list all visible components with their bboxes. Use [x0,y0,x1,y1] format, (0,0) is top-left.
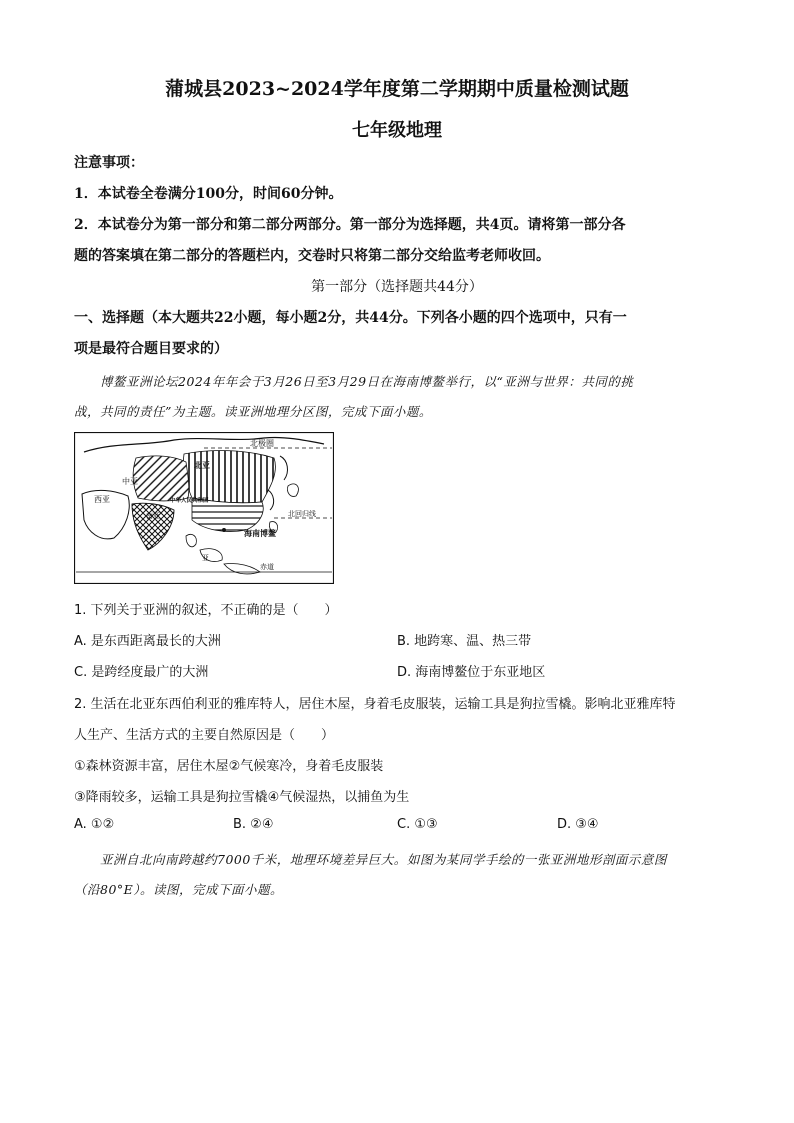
section-heading-line1: 一、选择题（本大题共22小题，每小题2分，共44分。下列各小题的四个选项中，只有一 [74,310,627,326]
map-label-south-asia: 南亚 [146,512,160,520]
q1-option-a[interactable]: A. 是东西距离最长的大洲 [74,634,221,649]
q2-stem-line1: 2. 生活在北亚东西伯利亚的雅库特人，居住木屋，身着毛皮服装，运输工具是狗拉雪橇。影响北亚雅库特 [74,697,676,712]
page-subtitle: 七年级地理 [352,120,442,141]
q1-option-c[interactable]: C. 是跨经度最广的大洲 [74,665,209,680]
notice-heading: 注意事项： [74,155,144,171]
q1-option-b[interactable]: B. 地跨寒、温、热三带 [397,634,532,649]
q2-statements-line1: ①森林资源丰富，居住木屋②气候寒冷，身着毛皮服装 [74,759,384,774]
map-label-central-asia: 中亚 [122,477,138,486]
map-label-tropic: 北回归线 [288,510,316,518]
passage1-line1: 博鳌亚洲论坛2024年年会于3月26日至3月29日在海南博鳌举行，以“亚洲与世界：共同的挑 [100,374,634,389]
central-asia-region [133,456,189,501]
q2-option-c[interactable]: C. ①③ [397,817,438,832]
map-label-arctic-circle: 北极圈 [250,439,274,448]
map-label-china: 中华人民共和国 [170,498,209,504]
notice-item-2-line1: 2．本试卷分为第一部分和第二部分两部分。第一部分为选择题，共4页。请将第一部分各 [74,217,626,233]
q2-option-b[interactable]: B. ②④ [233,817,274,832]
passage2-line1: 亚洲自北向南跨越约7000千米，地理环境差异巨大。如图为某同学手绘的一张亚洲地形剖面示意图 [100,852,667,867]
map-label-north-asia: 北亚 [194,461,210,470]
part1-heading: 第一部分（选择题共44分） [311,279,483,295]
asia-region-map [74,432,334,584]
q2-option-a[interactable]: A. ①② [74,817,115,832]
map-label-boao: 海南博鳌 [244,529,276,538]
q1-stem: 1. 下列关于亚洲的叙述，不正确的是（ ） [74,603,338,618]
map-label-equator: 赤道 [260,563,274,571]
q2-stem-line2: 人生产、生活方式的主要自然原因是（ ） [74,728,335,743]
north-asia-region [183,451,275,503]
section-heading-line2: 项是最符合题目要求的） [74,341,228,357]
map-label-west-asia: 西亚 [94,495,110,504]
q2-statements-line2: ③降雨较多，运输工具是狗拉雪橇④气候湿热，以捕鱼为生 [74,790,410,805]
q2-option-d[interactable]: D. ③④ [557,817,599,832]
notice-item-2-line2: 题的答案填在第二部分的答题栏内，交卷时只将第二部分交给监考老师收回。 [74,248,550,264]
page-title: 蒲城县2023~2024学年度第二学期期中质量检测试题 [165,78,629,100]
q1-option-d[interactable]: D. 海南博鳌位于东亚地区 [397,665,546,680]
map-label-southeast-asia: 亚 [202,554,209,562]
boao-marker [222,528,226,532]
passage2-line2: （沿80°E）。读图，完成下面小题。 [74,882,284,897]
passage1-line2: 战，共同的责任”为主题。读亚洲地理分区图，完成下面小题。 [74,404,432,419]
notice-item-1: 1．本试卷全卷满分100分，时间60分钟。 [74,186,343,202]
